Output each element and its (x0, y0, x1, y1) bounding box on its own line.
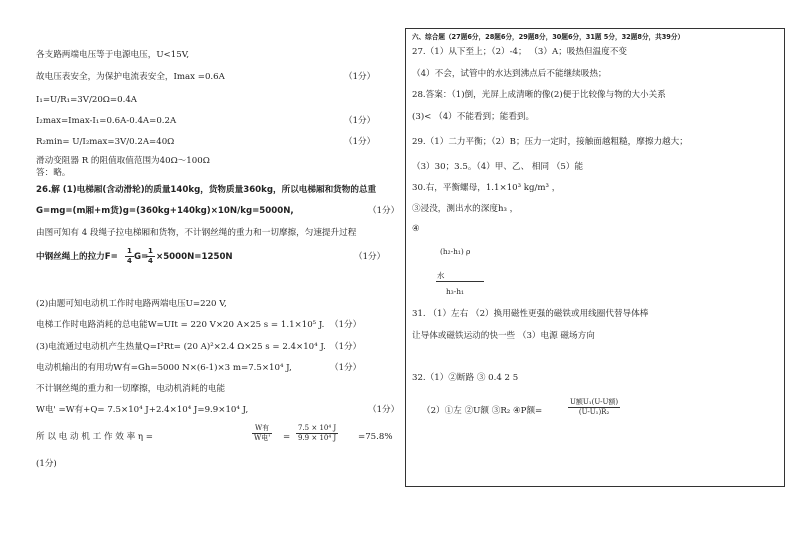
score-label: （1分） (344, 116, 376, 126)
fraction-numerator: 1 (148, 247, 153, 255)
text-line: 31. （1）左右 （2）换用磁性更强的磁铁或用线圈代替导体棒 (412, 309, 649, 319)
text-line: 由图可知有 4 段绳子拉电梯厢和货物，不计钢丝绳的重力和一切摩擦，匀速提升过程 (36, 228, 357, 238)
fraction-numerator: 1 (127, 247, 132, 255)
formula-denominator: h₃-h₁ (446, 287, 464, 296)
text-line: I₁=U/R₁=3V/20Ω=0.4A (36, 95, 137, 105)
score-label: （1分） (344, 72, 376, 82)
fraction-denominator: W电' (254, 434, 271, 442)
text-line: ④ (412, 224, 420, 234)
text-line: 32.（1）②断路 ③ 0.4 2 5 (412, 373, 519, 383)
fraction-denominator: (U-U₁)R₂ (578, 408, 610, 416)
text-line: 28.答案：（1)倒，光屏上成清晰的像(2)便于比较像与物的大小关系 (412, 90, 666, 100)
text-line: 所 以 电 动 机 工 作 效 率 η = (36, 432, 154, 442)
text-line: 让导体或磁铁运动的快一些 （3）电源 磁场方向 (412, 331, 595, 341)
score-label: （1分） (330, 320, 362, 330)
fraction (568, 398, 620, 417)
text-line: = (283, 432, 291, 442)
score-label: （1分） (344, 137, 376, 147)
score-label: （1分） (330, 342, 362, 352)
text-line: W电' =W有+Q= 7.5×10⁴ J+2.4×10⁴ J=9.9×10⁴ J, (36, 405, 249, 415)
text-line: ③浸没，测出水的深度h₃ ， (412, 204, 519, 214)
score-label: （1分） (368, 405, 400, 415)
fraction-numerator: 7.5 × 10⁴ J (298, 424, 337, 432)
text-line: 电动机输出的有用功W有=Gh=5000 N×(6-1)×3 m=7.5×10⁴ J, (36, 363, 292, 373)
text-line: 滑动变阻器 R 的阻值取值范围为40Ω～100Ω (36, 156, 210, 166)
text-line: 中钢丝绳上的拉力F= (36, 252, 118, 262)
text-line: (3)电流通过电动机产生热量Q=I²Rt= (20 A)²×2.4 Ω×25 s = 2.4×10⁴ J. (36, 342, 326, 352)
fraction-numerator: U额U₁(U-U额) (570, 398, 619, 406)
fraction (296, 424, 338, 443)
text-line: (3)< （4）不能看到；能看到。 (412, 112, 535, 122)
fraction (125, 247, 134, 266)
text-line: 26.解 (1)电梯厢(含动滑轮)的质量140kg，货物质量360kg，所以电梯厢和货物的总重 (36, 185, 377, 195)
text-line: G= (134, 252, 149, 262)
text-line: 不计钢丝绳的重力和一切摩擦，电动机消耗的电能 (36, 384, 226, 394)
text-line: 29.（1）二力平衡；（2）B；压力一定时，接触面越粗糙，摩擦力越大； (412, 137, 688, 147)
text-line: 30.右，平衡螺母，1.1×10³ kg/m³ ， (412, 183, 561, 193)
fraction-denominator: 4 (127, 257, 132, 265)
fraction-denominator: 9.9 × 10⁴ J (298, 434, 337, 442)
formula-subscript: 水 (437, 271, 445, 280)
text-line: 27.（1）从下至上；（2）-4； （3）A；吸热但温度不变 (412, 47, 627, 57)
text-line: 各支路两端电压等于电源电压，U<15V, (36, 50, 190, 60)
text-line: I₂max=Imax-I₁=0.6A-0.4A=0.2A (36, 116, 177, 126)
text-line: =75.8% (358, 432, 393, 442)
text-line: 故电压表安全，为保护电流表安全，Imax =0.6A (36, 72, 225, 82)
fraction-rule (436, 281, 484, 282)
text-line: (2)由题可知电动机工作时电路两端电压U=220 V, (36, 299, 227, 309)
fraction-denominator: 4 (148, 257, 153, 265)
section-header: 六、综合题（27题6分，28题6分，29题8分，30题6分，31题 5分，32题8分，共39分） (412, 33, 685, 41)
text-line: R₂min= U/I₂max=3V/0.2A=40Ω (36, 137, 175, 147)
formula-numerator: (h₂-h₁) ρ (440, 247, 471, 256)
text-line: （2）①左 ②U额 ③R₂ ④P额= (422, 406, 543, 416)
text-line: G=mg=(m厢+m货)g=(360kg+140kg)×10N/kg=5000N, (36, 206, 294, 216)
score-label: （1分） (368, 206, 400, 216)
text-line: 电梯工作时电路消耗的总电能W=UIt = 220 V×20 A×25 s = 1.1×10⁵ J. (36, 320, 325, 330)
score-label: (1分) (36, 459, 57, 469)
fraction (252, 424, 272, 443)
text-line: （3）30；3.5。（4）甲、乙、 相同 （5）能 (412, 162, 584, 172)
text-line: 答：略。 (36, 168, 71, 178)
score-label: （1分） (354, 252, 386, 262)
fraction-numerator: W有 (252, 424, 272, 434)
text-line: ×5000N=1250N (156, 252, 233, 262)
score-label: （1分） (330, 363, 362, 373)
text-line: （4）不会，试管中的水达到沸点后不能继续吸热； (412, 69, 607, 79)
fraction (146, 247, 155, 266)
